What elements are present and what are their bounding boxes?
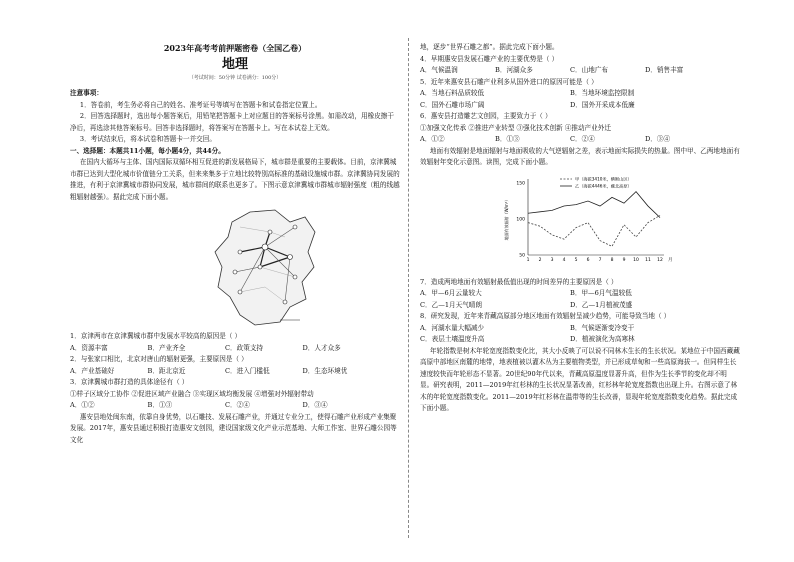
jingjinji-map xyxy=(210,207,320,327)
passage-2: 惠安县地处闽东南，依靠自身优势，以石雕技、发展石雕产业，并通过专业分工，使得石雕产业形成产业集聚发展。2017年，惠安县通过积极打造惠安文创园，建设国家级文化产业示范基地、大师工作室、世界石雕公园等文化 xyxy=(70,412,397,444)
right-column xyxy=(420,42,740,415)
y-axis-label: 地面有效辐射（W/m²） xyxy=(504,197,509,240)
question-stem: 5．近年来惠安县石雕产业利多从国外进口的原因可能是（ ） xyxy=(420,77,598,86)
option-d[interactable]: D．③④ xyxy=(302,401,328,409)
question-2 xyxy=(70,354,400,377)
question-stem: 4．早期惠安县发展石雕产业的主要优势是（ ） xyxy=(420,54,559,63)
left-column xyxy=(70,40,400,446)
x-tick-label: 9 xyxy=(622,257,626,263)
y-tick-label: 100 xyxy=(516,217,525,222)
option-d[interactable]: D．国外开采成本低廉 xyxy=(570,100,635,109)
notice-item: 1．答卷前，考生务必将自己的姓名、准考证号等填写在答题卡和试卷指定位置上。 xyxy=(79,100,322,109)
x-tick-label: 3 xyxy=(550,257,554,263)
passage-4: 年轮指数是树木年轮宽度指数变化比，其大小反映了可以说不同林木生长的生长状况。某地位于中国西藏藏高原中部地区南麓的地带，地表植被以灌木丛为主要植物类型，并已形成草甸和一些高原海拔一。但同样生长速度较快而年轮形态不显著。20世纪90年代以来，青藏高原温度显著升高，但作为生长季节的变化却不明显。研究表明，2011—2019年红杉林的生长状况显著改善，红杉林年轮宽度指数也出现上升。右图示意了林木的年轮宽度指数变化。2011—2019年红杉林在温带等的生长改善，显现年轮宽度指数变化趋势。据此完成下面小题。 xyxy=(420,346,740,412)
option-c[interactable]: C．表层土壤温度升高 xyxy=(420,335,485,343)
question-options xyxy=(420,100,740,112)
option-a[interactable]: A．甲—6月云量较大 xyxy=(420,289,482,297)
question-options xyxy=(420,300,740,312)
x-axis-label: 月 xyxy=(668,257,673,263)
option-c[interactable]: C．政策支持 xyxy=(225,343,264,352)
option-a[interactable]: A．①② xyxy=(420,135,445,143)
option-c[interactable]: C．②④ xyxy=(570,135,595,143)
y-tick-label: 150 xyxy=(516,181,525,186)
option-b[interactable]: B．甲—6月气温较低 xyxy=(570,289,632,297)
question-sub-items: ①样子区域分工协作 ②促进区域产业融合 ③实现区域均衡发展 ④增强对外辐射带动 xyxy=(70,389,314,398)
option-c[interactable]: C．国外石雕市场广阔 xyxy=(420,100,485,109)
passage-2-continued: 地，逐步“世界石雕之都”。据此完成下面小题。 xyxy=(420,43,559,51)
question-options xyxy=(420,65,740,77)
radiation-chart xyxy=(500,173,680,273)
option-c[interactable]: C．②④ xyxy=(225,401,250,409)
question-options xyxy=(420,134,740,146)
question-4 xyxy=(420,54,740,77)
exam-meta: （考试时间：50分钟 试卷满分：100分） xyxy=(188,75,282,81)
option-b[interactable]: B．产业齐全 xyxy=(147,343,186,352)
option-d[interactable]: D．③④ xyxy=(645,135,671,143)
question-options xyxy=(420,88,740,100)
option-b[interactable]: B．①③ xyxy=(147,401,173,409)
subject-title: 地理 xyxy=(221,57,248,72)
question-8 xyxy=(420,311,740,346)
option-d[interactable]: D．人才众多 xyxy=(302,343,341,352)
option-c[interactable]: C．进入门槛低 xyxy=(225,366,270,375)
column-divider xyxy=(408,38,409,538)
chart-svg xyxy=(500,173,680,273)
question-options xyxy=(70,366,400,378)
notice-item: 2．回答选择题时，选出每小题答案后，用铅笔把答题卡上对应题目的答案标号涂黑。如需改动，用橡皮擦干净后，再选涂其他答案标号。回答非选择题时，将答案写在答题卡上。写在本试卷上无效。 xyxy=(70,112,394,132)
option-b[interactable]: B．①③ xyxy=(495,135,520,143)
option-a[interactable]: A．气候温润 xyxy=(420,66,458,74)
x-tick-label: 8 xyxy=(610,257,614,263)
y-tick-label: 50 xyxy=(519,253,525,258)
passage-3: 地面有效辐射是地面辐射与地面吸收的大气逆辐射之差，表示地面实际损失的热量。图中甲、乙两地地面有效辐射年变化示意图。读图，完成下面小题。 xyxy=(420,146,740,166)
x-tick-label: 2 xyxy=(538,257,542,263)
x-tick-label: 6 xyxy=(586,257,590,263)
exam-title: 2023年高考考前押题密卷（全国乙卷） xyxy=(163,43,307,53)
question-sub-items: ①加强文化传承 ②推进产业转型 ③强化技术创新 ④推动产业外迁 xyxy=(420,123,611,132)
option-b[interactable]: B．河湖众多 xyxy=(495,66,533,74)
legend-label: 甲（海拔3410米，横断山区） xyxy=(575,176,632,181)
notice-heading: 注意事项： xyxy=(70,89,103,97)
x-tick-label: 7 xyxy=(598,257,602,263)
question-5 xyxy=(420,77,740,112)
question-stem: 6．惠安县打造雕艺文创园，主要致力于（ ） xyxy=(420,112,552,120)
option-a[interactable]: A．资源丰富 xyxy=(70,343,108,352)
question-7 xyxy=(420,277,740,312)
x-tick-label: 11 xyxy=(645,257,651,263)
question-options xyxy=(70,400,400,412)
question-stem: 3．京津冀城市群打造的具体途径有（ ） xyxy=(70,378,189,386)
question-stem: 7．造成两地地面有效辐射最低值出现的时间差异的主要原因是（ ） xyxy=(420,277,618,286)
section-heading: 一、选择题：本题共11小题，每小题4分，共44分。 xyxy=(70,146,225,155)
question-stem: 2．与张家口相比，北京对唐山的辐射更强，主要原因是（ ） xyxy=(70,355,248,363)
option-b[interactable]: B．距北京近 xyxy=(147,366,186,375)
series-line-0 xyxy=(528,215,660,246)
option-d[interactable]: D．植被演化为高寒林 xyxy=(570,335,635,343)
option-c[interactable]: C．乙—1月天气晴朗 xyxy=(420,300,482,309)
legend-label: 乙（海拔4446米，藏北高原） xyxy=(575,183,632,188)
option-b[interactable]: B．当地环境监控限制 xyxy=(570,89,635,97)
option-d[interactable]: D．销售丰富 xyxy=(645,66,684,74)
question-options xyxy=(420,288,740,300)
option-d[interactable]: D．生态环境优 xyxy=(302,366,348,375)
x-tick-label: 4 xyxy=(562,257,566,263)
x-tick-label: 12 xyxy=(657,257,663,263)
option-a[interactable]: A．当地石料品质较低 xyxy=(420,89,485,97)
x-tick-label: 10 xyxy=(633,257,639,263)
question-options xyxy=(70,343,400,355)
question-options xyxy=(420,323,740,335)
option-b[interactable]: B．气候逐渐变冷变干 xyxy=(570,323,635,332)
option-a[interactable]: A．产业基础好 xyxy=(70,366,115,375)
x-tick-label: 1 xyxy=(526,257,530,263)
question-3 xyxy=(70,377,400,412)
question-options xyxy=(420,334,740,346)
option-d[interactable]: D．乙—1月植被茂盛 xyxy=(570,300,633,309)
passage-1: 在国内大循环与主体、国内国际双循环相互促进的新发展格局下，城市群是重要的主要载体。目前，京津冀城市群已达到大型化城市价值链分工关系，但来来集多于立地比较特别高标准的基础设施城市群。京津冀协同发展的推进，有利于京津冀城市群协同发展，城市群间的联系也更多了。下图示意京津冀城市群城市辐射强度（粗的线越粗辐射越强）。据此完成下面小题。 xyxy=(70,158,400,201)
x-tick-label: 5 xyxy=(574,257,578,263)
map-figure xyxy=(210,207,320,327)
option-a[interactable]: A．河湖水量大幅减少 xyxy=(420,323,485,332)
question-1 xyxy=(70,331,400,354)
notice-item: 3．考试结束后，将本试卷和答题卡一并交回。 xyxy=(79,135,216,143)
question-6 xyxy=(420,111,740,146)
question-stem: 1．京津两市在京津冀城市群中发展水平较高的原因是（ ） xyxy=(70,332,242,340)
question-stem: 8．研究发现，近年来青藏高原部分地区地面有效辐射呈减少趋势，可能导致当地（ ） xyxy=(420,312,671,320)
option-a[interactable]: A．①② xyxy=(70,401,95,409)
series-line-1 xyxy=(528,191,660,217)
option-c[interactable]: C．山地广布 xyxy=(570,66,609,74)
